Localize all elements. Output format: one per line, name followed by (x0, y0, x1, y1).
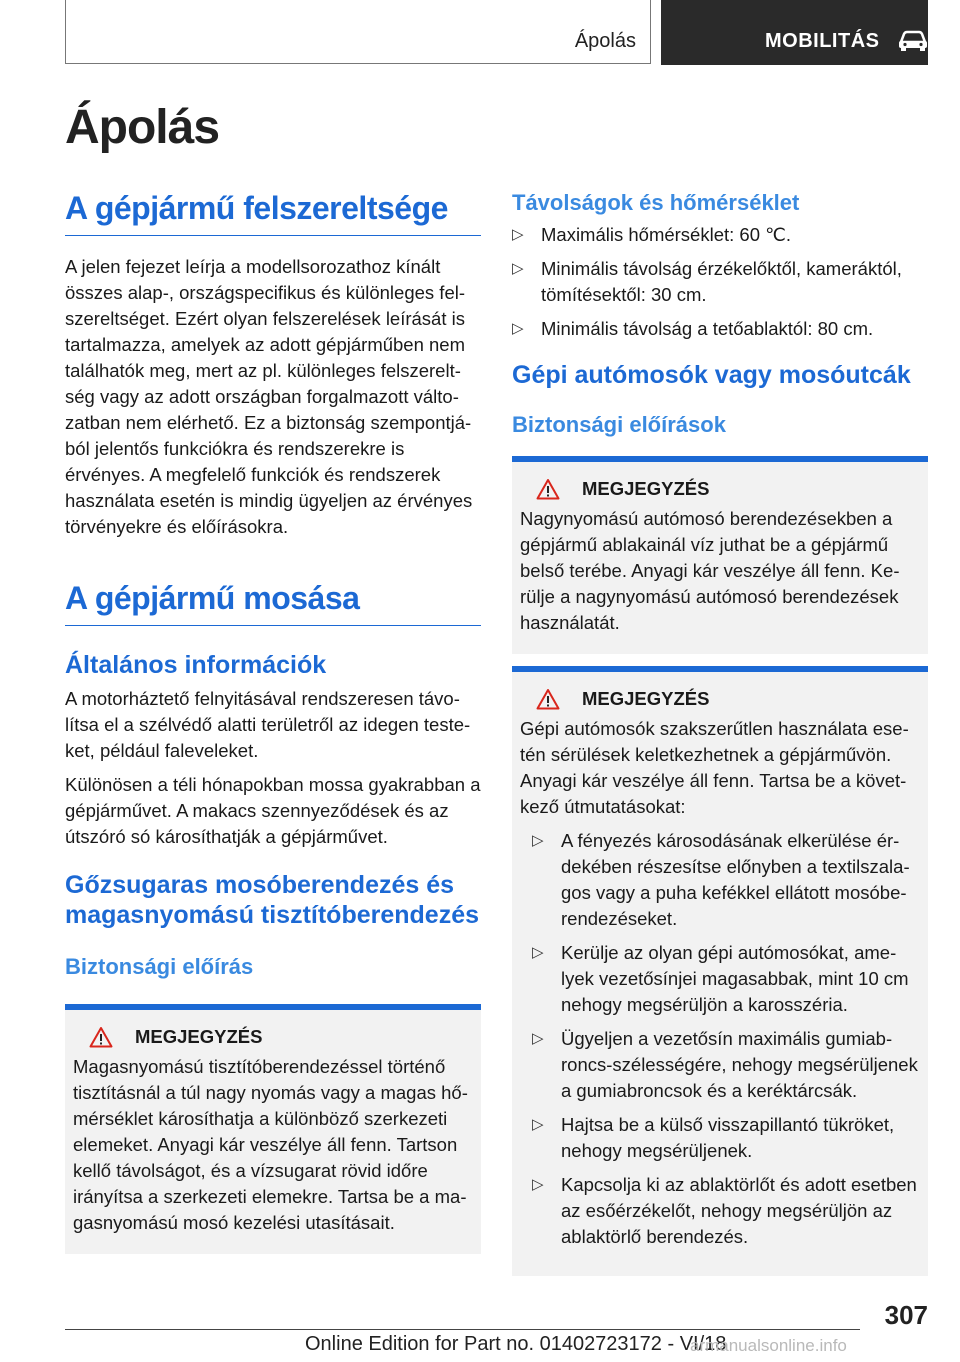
warning-icon (536, 688, 560, 710)
safety-heading: Biztonsági előírás (65, 954, 254, 979)
general-paragraph-1: A motorháztető felnyitásával rendszeresen távolítsa el a szélvédő alatti területről az idegen testeket, például faleveleket. (65, 688, 471, 761)
carwash-heading: Gépi autómosók vagy mosóutcák (512, 361, 911, 389)
note-text: Magasnyomású tisztítóberendezéssel történő tisztításnál a túl nagy nyomás vagy a magas hőmérséklet károsíthatja a különböző szerkezeti elemeket. Anyagi kár veszélye áll fenn. Tartson kellő távolságot, és a vízsugarat rövid időre irányítsa a szerkezeti elemekre. Tartsa be a magasnyomású mosó kezelési utasításait. (73, 1056, 468, 1233)
chapter-tab (661, 0, 928, 65)
general-paragraph-2: Különösen a téli hónapokban mossa gyakrabban a gépjárművet. A makacs szennyeződések és az útszóró só károsíthatják a gépjárművet. (65, 774, 481, 847)
chapter-label: MOBILITÁS (765, 30, 880, 52)
note-box (65, 1004, 481, 1254)
note-title (520, 688, 920, 710)
list-item: ▷ Minimális távolság a tetőablaktól: 80 cm. (512, 316, 928, 342)
note-title-text: MEGJEGYZÉS (135, 1026, 263, 1047)
wash-heading: A gépjármű mosása (65, 580, 481, 626)
distance-list (512, 222, 928, 342)
steam-heading: Gőzsugaras mosóberendezés és magasnyomású tisztítóberendezés (65, 871, 480, 929)
list-item: ▷ Maximális hőmérséklet: 60 ℃. (512, 222, 928, 248)
general-heading: Általános információk (65, 651, 327, 679)
distance-heading: Távolságok és hőmérséklet (512, 190, 800, 215)
note-title (520, 478, 920, 500)
warning-icon (536, 478, 560, 500)
list-item: ▷ A fényezés károsodásának elkerülése érdekében részesítse előnyben a textilszalagos vagy a puha kefékkel ellátott mosóberendezéseket. (532, 828, 920, 932)
footer-divider (65, 1329, 860, 1330)
page-header (65, 0, 928, 65)
note-text: Gépi autómosók szakszerűtlen használata esetén sérülések keletkezhetnek a gépjárművön. Anyagi kár veszélye áll fenn. Tartsa be a következő útmutatásokat: (520, 718, 909, 817)
note-title-text: MEGJEGYZÉS (582, 688, 710, 709)
left-column (65, 190, 481, 1254)
page-title: Ápolás (65, 101, 220, 154)
list-item: ▷ Kapcsolja ki az ablaktörlőt és adott esetben az esőérzékelőt, nehogy megsérüljön az ablaktörlő berendezés. (532, 1172, 920, 1250)
watermark: armanualsonline.info (690, 1336, 847, 1355)
safety-rules-heading: Biztonsági előírások (512, 412, 726, 437)
note-title-text: MEGJEGYZÉS (582, 478, 710, 499)
note-text: Nagynyomású autómosó berendezésekben a gépjármű ablakainál víz juthat be a gépjármű belső terébe. Anyagi kár veszélye áll fenn. Kerülje a nagynyomású autómosó berendezések használatát. (520, 508, 900, 633)
section-tab (65, 0, 651, 64)
section-label: Ápolás (574, 30, 636, 52)
right-column (512, 190, 928, 1276)
equipment-text: A jelen fejezet leírja a modellsorozathoz kínált összes alap-, országspecifikus és különleges felszereltséget. Ezért olyan felszerelések leírását is tartalmazza, amelyek az adott gépjárműben nem találhatók meg, mert az pl. különleges felszereltség vagy az adott országban forgalmazott változatban nem elérhető. Ez a biztonság szempontjából jelentős funkciókra és rendszerekre is érvényes. A megfelelő funkciók és rendszerek használata esetén is mindig ügyeljen az érvényes törvényekre és előírásokra. (65, 256, 473, 537)
list-item: ▷ Minimális távolság érzékelőktől, kameráktól, tömítésektől: 30 cm. (512, 256, 928, 308)
note-box-2 (512, 666, 928, 1276)
edition-text: Online Edition for Part no. 01402723172 - VI/18 (305, 1333, 727, 1355)
equipment-heading: A gépjármű felszereltsége (65, 190, 481, 236)
page-number: 307 (884, 1300, 928, 1330)
note-title (73, 1026, 473, 1048)
list-item: ▷ Ügyeljen a vezetősín maximális gumiabroncs-szélességére, nehogy megsérüljenek a gumiabroncsok és a keréktárcsák. (532, 1026, 920, 1104)
note-box-1 (512, 456, 928, 654)
list-item: ▷ Hajtsa be a külső visszapillantó tükröket, nehogy megsérüljenek. (532, 1112, 920, 1164)
car-icon (897, 28, 929, 52)
list-item: ▷ Kerülje az olyan gépi autómosókat, amelyek vezetősínjei magasabbak, mint 10 cm nehogy megsérüljön a karosszéria. (532, 940, 920, 1018)
note-list (520, 828, 920, 1250)
warning-icon (89, 1026, 113, 1048)
